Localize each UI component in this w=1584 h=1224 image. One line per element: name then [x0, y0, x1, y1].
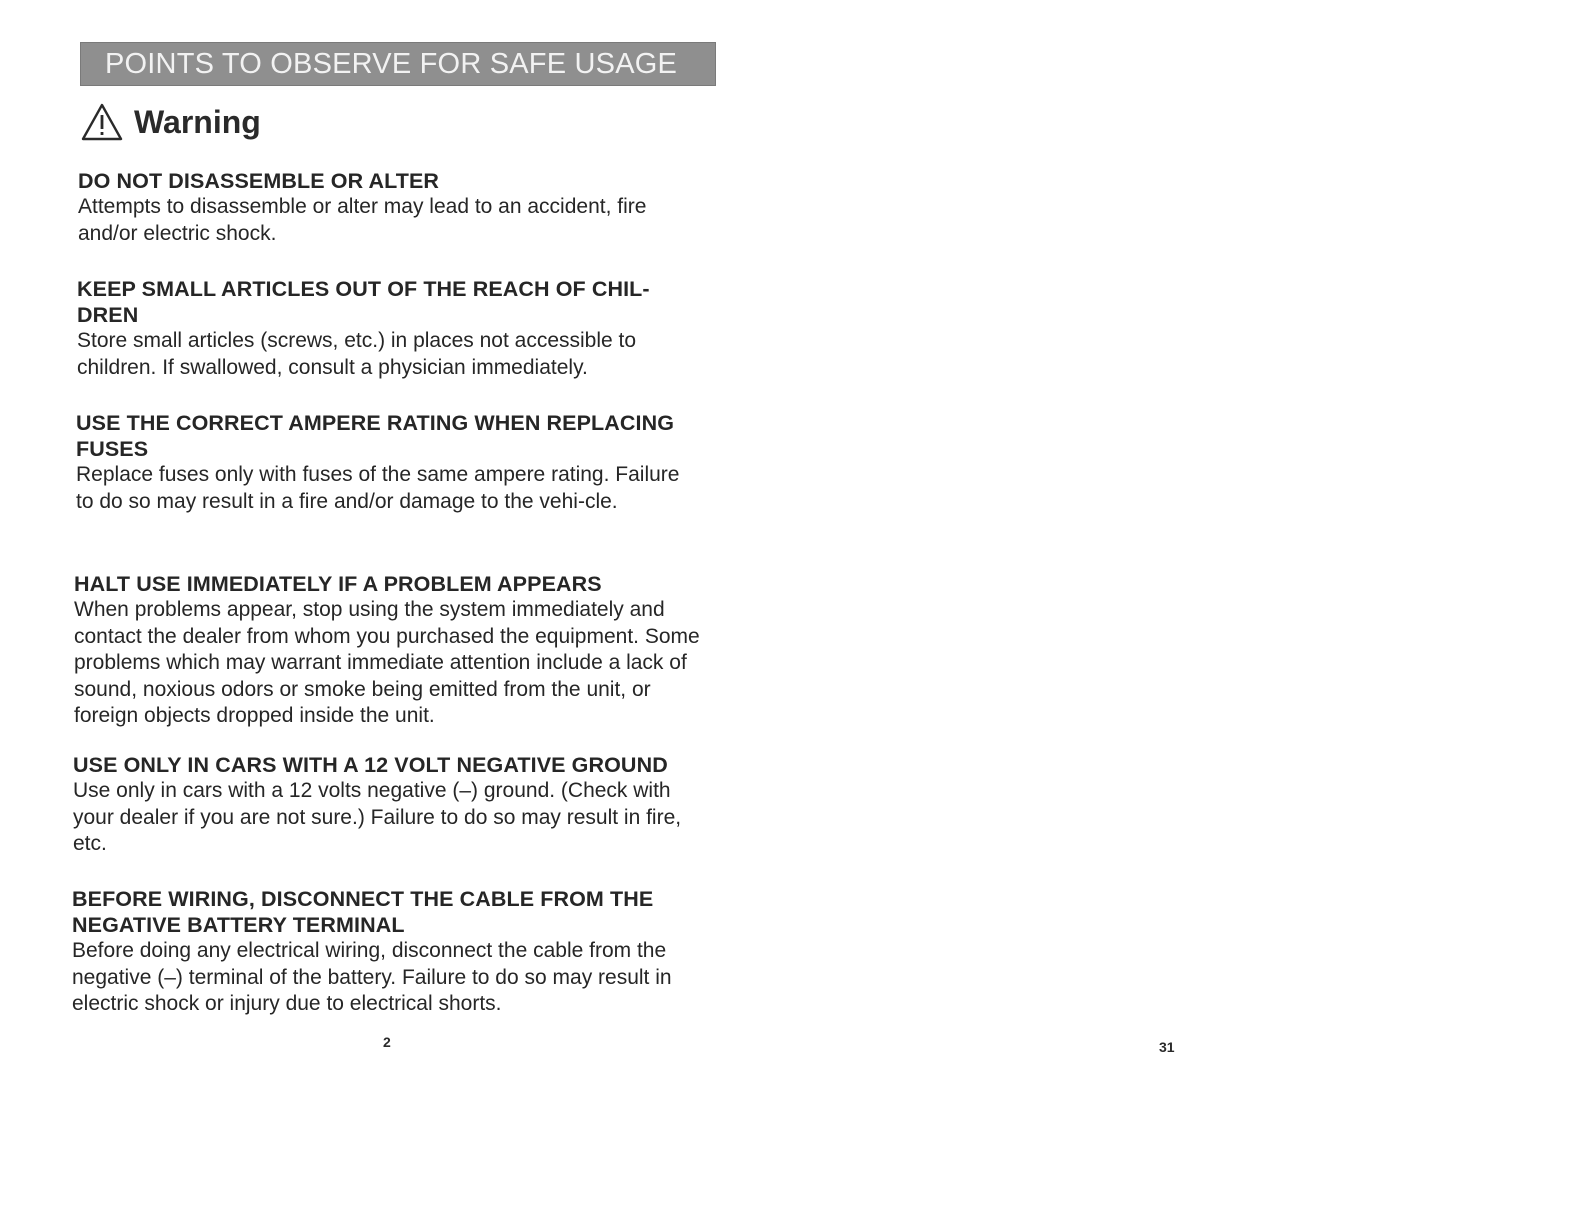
section-heading: KEEP SMALL ARTICLES OUT OF THE REACH OF CHIL-DREN [77, 277, 650, 327]
section-body: Attempts to disassemble or alter may lead to an accident, fire and/or electric shock. [78, 195, 647, 245]
warning-triangle-icon [80, 102, 124, 142]
section-body: Replace fuses only with fuses of the same ampere rating. Failure to do so may result in a fire and/or damage to the vehi-cle. [76, 463, 680, 513]
section-halt-use [74, 571, 719, 730]
section-heading: DO NOT DISASSEMBLE OR ALTER [78, 169, 440, 193]
section-12-volt [73, 752, 718, 858]
page-number-left: 2 [383, 1034, 391, 1050]
section-body: Store small articles (screws, etc.) in places not accessible to children. If swallowed, consult a physician immediately. [77, 329, 637, 379]
section-body: When problems appear, stop using the system immediately and contact the dealer from whom you purchased the equipment. Some problems which may warrant immediate attention include a lack of sound, noxious odors or smoke being emitted from the unit, or foreign objects dropped inside the unit. [74, 598, 700, 727]
section-small-articles [77, 276, 722, 381]
section-banner [80, 42, 716, 86]
banner-title: POINTS TO OBSERVE FOR SAFE USAGE [105, 48, 678, 80]
section-heading: BEFORE WIRING, DISCONNECT THE CABLE FROM THE NEGATIVE BATTERY TERMINAL [72, 887, 654, 937]
warning-title: Warning [134, 103, 261, 140]
section-heading: USE ONLY IN CARS WITH A 12 VOLT NEGATIVE GROUND [73, 753, 668, 777]
section-heading: USE THE CORRECT AMPERE RATING WHEN REPLACING FUSES [76, 411, 675, 461]
section-body: Use only in cars with a 12 volts negative (–) ground. (Check with your dealer if you are not sure.) Failure to do so may result in fire, etc. [73, 779, 682, 855]
section-wiring [72, 886, 717, 1018]
warning-header [80, 100, 261, 144]
section-disassemble [78, 168, 723, 247]
section-fuses [76, 410, 721, 515]
section-heading: HALT USE IMMEDIATELY IF A PROBLEM APPEARS [74, 572, 602, 596]
section-body: Before doing any electrical wiring, disconnect the cable from the negative (–) terminal of the battery. Failure to do so may result in electric shock or injury due to electrical shorts. [72, 939, 672, 1015]
page-number-right: 31 [1159, 1039, 1175, 1055]
